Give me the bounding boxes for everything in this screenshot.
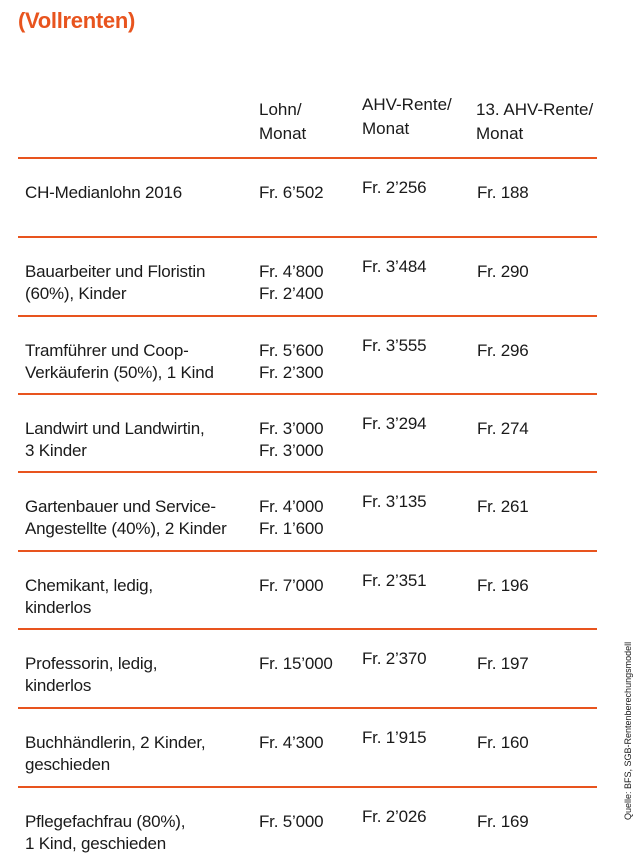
row-label <box>25 496 250 540</box>
cell-line: Fr. 2’300 <box>259 363 324 382</box>
row-lohn <box>259 182 323 204</box>
cell-line: Fr. 7’000 <box>259 576 324 595</box>
table-row <box>0 550 640 628</box>
header-ahv13-line2: Monat <box>476 124 524 143</box>
row-ahv-rente: Fr. 3’135 <box>362 492 427 511</box>
cell-line: Chemikant, ledig, <box>25 576 153 595</box>
table-row <box>0 157 640 235</box>
row-13-ahv-rente: Fr. 296 <box>477 341 529 360</box>
table-row <box>0 471 640 549</box>
row-ahv-rente: Fr. 2’370 <box>362 649 427 668</box>
row-ahv-rente: Fr. 2’256 <box>362 178 427 197</box>
row-lohn <box>259 496 323 540</box>
row-ahv-rente: Fr. 2’026 <box>362 807 427 826</box>
header-lohn <box>259 98 306 146</box>
cell-line: kinderlos <box>25 676 92 695</box>
row-label <box>25 182 250 204</box>
header-ahv-line2: Monat <box>362 119 410 138</box>
cell-line: Fr. 4’000 <box>259 497 324 516</box>
cell-line: Tramführer und Coop- <box>25 341 189 360</box>
header-ahv <box>362 93 452 141</box>
row-13-ahv-rente: Fr. 261 <box>477 497 529 516</box>
row-label <box>25 811 250 855</box>
row-lohn <box>259 653 333 675</box>
cell-line: Fr. 5’600 <box>259 341 324 360</box>
page-title: (Vollrenten) <box>18 8 135 33</box>
table-row <box>0 707 640 785</box>
row-lohn <box>259 418 323 462</box>
row-ahv-rente: Fr. 3’484 <box>362 257 427 276</box>
header-ahv-line1: AHV-Rente/ <box>362 95 452 114</box>
table-row <box>0 315 640 393</box>
cell-line: kinderlos <box>25 598 92 617</box>
cell-line: Fr. 4’300 <box>259 733 324 752</box>
row-ahv-rente: Fr. 3’555 <box>362 336 427 355</box>
cell-line: Fr. 3’000 <box>259 441 324 460</box>
row-lohn <box>259 575 323 597</box>
table-row <box>0 236 640 314</box>
row-lohn <box>259 261 323 305</box>
cell-line: Fr. 6’502 <box>259 183 324 202</box>
row-ahv-rente: Fr. 3’294 <box>362 414 427 433</box>
header-lohn-line2: Monat <box>259 124 307 143</box>
row-13-ahv-rente: Fr. 169 <box>477 812 529 831</box>
row-lohn <box>259 340 323 384</box>
cell-line: (60%), Kinder <box>25 284 127 303</box>
cell-line: Fr. 1’600 <box>259 519 324 538</box>
row-13-ahv-rente: Fr. 274 <box>477 419 529 438</box>
cell-line: Bauarbeiter und Floristin <box>25 262 206 281</box>
cell-line: Angestellte (40%), 2 Kinder <box>25 519 227 538</box>
row-label <box>25 732 250 776</box>
row-label <box>25 340 250 384</box>
row-lohn <box>259 732 323 754</box>
row-13-ahv-rente: Fr. 188 <box>477 183 529 202</box>
row-13-ahv-rente: Fr. 290 <box>477 262 529 281</box>
cell-line: geschieden <box>25 755 110 774</box>
cell-line: CH-Medianlohn 2016 <box>25 183 183 202</box>
row-13-ahv-rente: Fr. 160 <box>477 733 529 752</box>
table-row <box>0 393 640 471</box>
header-lohn-line1: Lohn/ <box>259 100 302 119</box>
source-note: Quelle: BFS, SGB-Rentenberechungsmodell <box>623 641 633 820</box>
cell-line: Fr. 3’000 <box>259 419 324 438</box>
cell-line: Pflegefachfrau (80%), <box>25 812 186 831</box>
row-label <box>25 653 250 697</box>
cell-line: 1 Kind, geschieden <box>25 834 167 853</box>
row-label <box>25 575 250 619</box>
table-row <box>0 786 640 864</box>
row-ahv-rente: Fr. 2’351 <box>362 571 427 590</box>
cell-line: 3 Kinder <box>25 441 87 460</box>
cell-line: Professorin, ledig, <box>25 654 158 673</box>
cell-line: Gartenbauer und Service- <box>25 497 216 516</box>
header-ahv13 <box>476 98 593 146</box>
row-label <box>25 261 250 305</box>
row-13-ahv-rente: Fr. 197 <box>477 654 529 673</box>
cell-line: Fr. 4’800 <box>259 262 324 281</box>
row-lohn <box>259 811 323 833</box>
row-13-ahv-rente: Fr. 196 <box>477 576 529 595</box>
cell-line: Fr. 5’000 <box>259 812 324 831</box>
row-label <box>25 418 250 462</box>
table-row <box>0 628 640 706</box>
row-ahv-rente: Fr. 1’915 <box>362 728 427 747</box>
cell-line: Landwirt und Landwirtin, <box>25 419 205 438</box>
cell-line: Verkäuferin (50%), 1 Kind <box>25 363 214 382</box>
header-ahv13-line1: 13. AHV-Rente/ <box>476 100 594 119</box>
cell-line: Fr. 15’000 <box>259 654 333 673</box>
cell-line: Fr. 2’400 <box>259 284 324 303</box>
cell-line: Buchhändlerin, 2 Kinder, <box>25 733 206 752</box>
